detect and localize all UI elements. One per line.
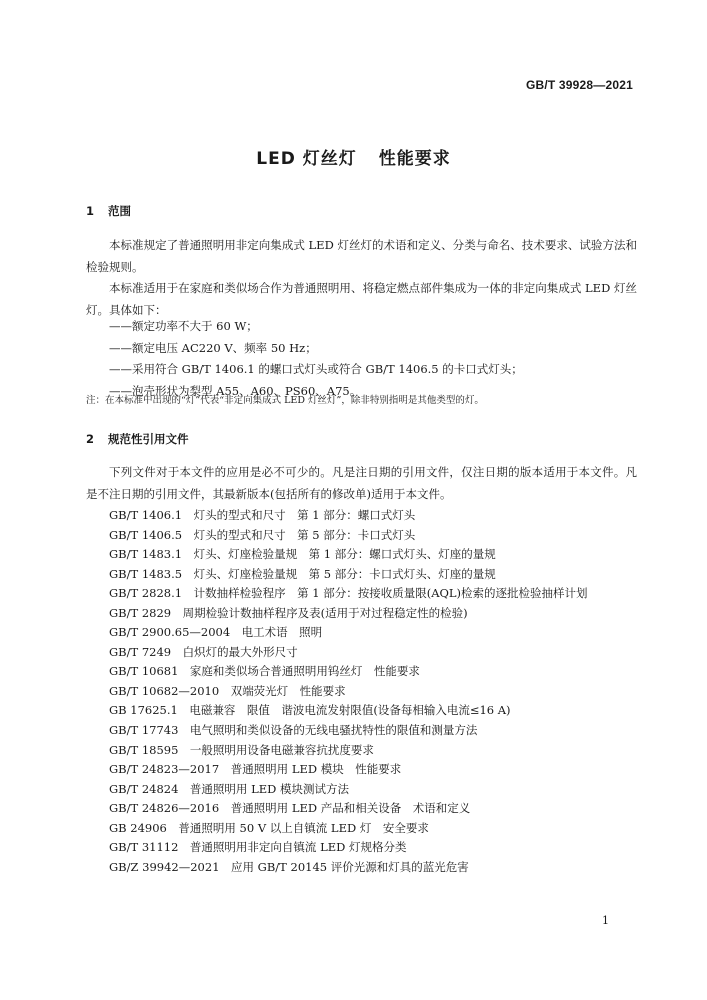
reference-list (86, 506, 588, 877)
reference-item: GB/T 17743 电气照明和类似设备的无线电骚扰特性的限值和测量方法 (109, 723, 478, 738)
reference-item: GB/T 18595 一般照明用设备电磁兼容抗扰度要求 (109, 742, 374, 757)
scope-paragraph-1: 本标准规定了普通照明用非定向集成式 LED 灯丝灯的术语和定义、分类与命名、技术要求、试验方法和检验规则。 (86, 238, 637, 274)
reference-item: GB/T 2829 周期检验计数抽样程序及表(适用于对过程稳定性的检验) (109, 605, 468, 620)
reference-item: GB/T 2828.1 计数抽样检验程序 第 1 部分：按接收质量限(AQL)检索的逐批检验抽样计划 (109, 586, 588, 601)
scope-list-item: ——额定电压 AC220 V、频率 50 Hz； (109, 340, 317, 355)
reference-item: GB 17625.1 电磁兼容 限值 谐波电流发射限值(设备每相输入电流≤16 A) (109, 703, 511, 718)
reference-item: GB/T 1406.1 灯头的型式和尺寸 第 1 部分：螺口式灯头 (109, 508, 416, 522)
section-1-title: 范围 (108, 204, 131, 218)
reference-item: GB/T 7249 白炽灯的最大外形尺寸 (109, 644, 298, 659)
reference-item: GB/T 1406.5 灯头的型式和尺寸 第 5 部分：卡口式灯头 (109, 527, 416, 542)
reference-item: GB/T 2900.65—2004 电工术语 照明 (109, 625, 323, 640)
reference-item: GB/Z 39942—2021 应用 GB/T 20145 评价光源和灯具的蓝光危害 (109, 859, 469, 874)
title-part-1: LED 灯丝灯 (256, 149, 357, 169)
reference-item: GB/T 1483.1 灯头、灯座检验量规 第 1 部分：螺口式灯头、灯座的量规 (109, 547, 496, 562)
section-1-number: 1 (86, 204, 95, 218)
scope-list (86, 316, 523, 402)
reference-item: GB/T 10681 家庭和类似场合普通照明用钨丝灯 性能要求 (109, 664, 420, 679)
standard-number: GB/T 39928—2021 (525, 78, 633, 92)
section-1-heading (86, 203, 131, 219)
scope-list-item: ——采用符合 GB/T 1406.1 的螺口式灯头或符合 GB/T 1406.5 的卡口式灯头； (109, 362, 523, 377)
reference-item: GB 24906 普通照明用 50 V 以上自镇流 LED 灯 安全要求 (109, 820, 429, 835)
scope-note: 注：在本标准中出现的“灯”代表“非定向集成式 LED 灯丝灯”，除非特别指明是其他类型的灯。 (86, 395, 484, 406)
reference-item: GB/T 31112 普通照明用非定向自镇流 LED 灯规格分类 (109, 840, 407, 855)
section-2-heading (86, 431, 189, 447)
reference-item: GB/T 1483.5 灯头、灯座检验量规 第 5 部分：卡口式灯头、灯座的量规 (109, 566, 496, 581)
references-intro: 下列文件对于本文件的应用是必不可少的。凡是注日期的引用文件，仅注日期的版本适用于本文件。凡是不注日期的引用文件，其最新版本(包括所有的修改单)适用于本文件。 (86, 465, 637, 501)
reference-item: GB/T 24826—2016 普通照明用 LED 产品和相关设备 术语和定义 (109, 801, 471, 816)
reference-item: GB/T 24824 普通照明用 LED 模块测试方法 (109, 781, 349, 796)
document-title (0, 144, 707, 169)
reference-item: GB/T 10682—2010 双端荧光灯 性能要求 (109, 683, 346, 698)
scope-list-item: ——泡壳形状为梨型 A55、A60、PS60、A75。 (109, 383, 362, 398)
section-2-number: 2 (86, 432, 95, 446)
reference-item: GB/T 24823—2017 普通照明用 LED 模块 性能要求 (109, 762, 402, 777)
section-2-title: 规范性引用文件 (108, 432, 189, 446)
scope-paragraph-2: 本标准适用于在家庭和类似场合作为普通照明用、将稳定燃点部件集成为一体的非定向集成式 LED 灯丝灯。具体如下： (86, 281, 637, 317)
page-number: 1 (602, 914, 609, 927)
scope-list-item: ——额定功率不大于 60 W； (109, 319, 258, 333)
title-part-2: 性能要求 (378, 149, 451, 169)
